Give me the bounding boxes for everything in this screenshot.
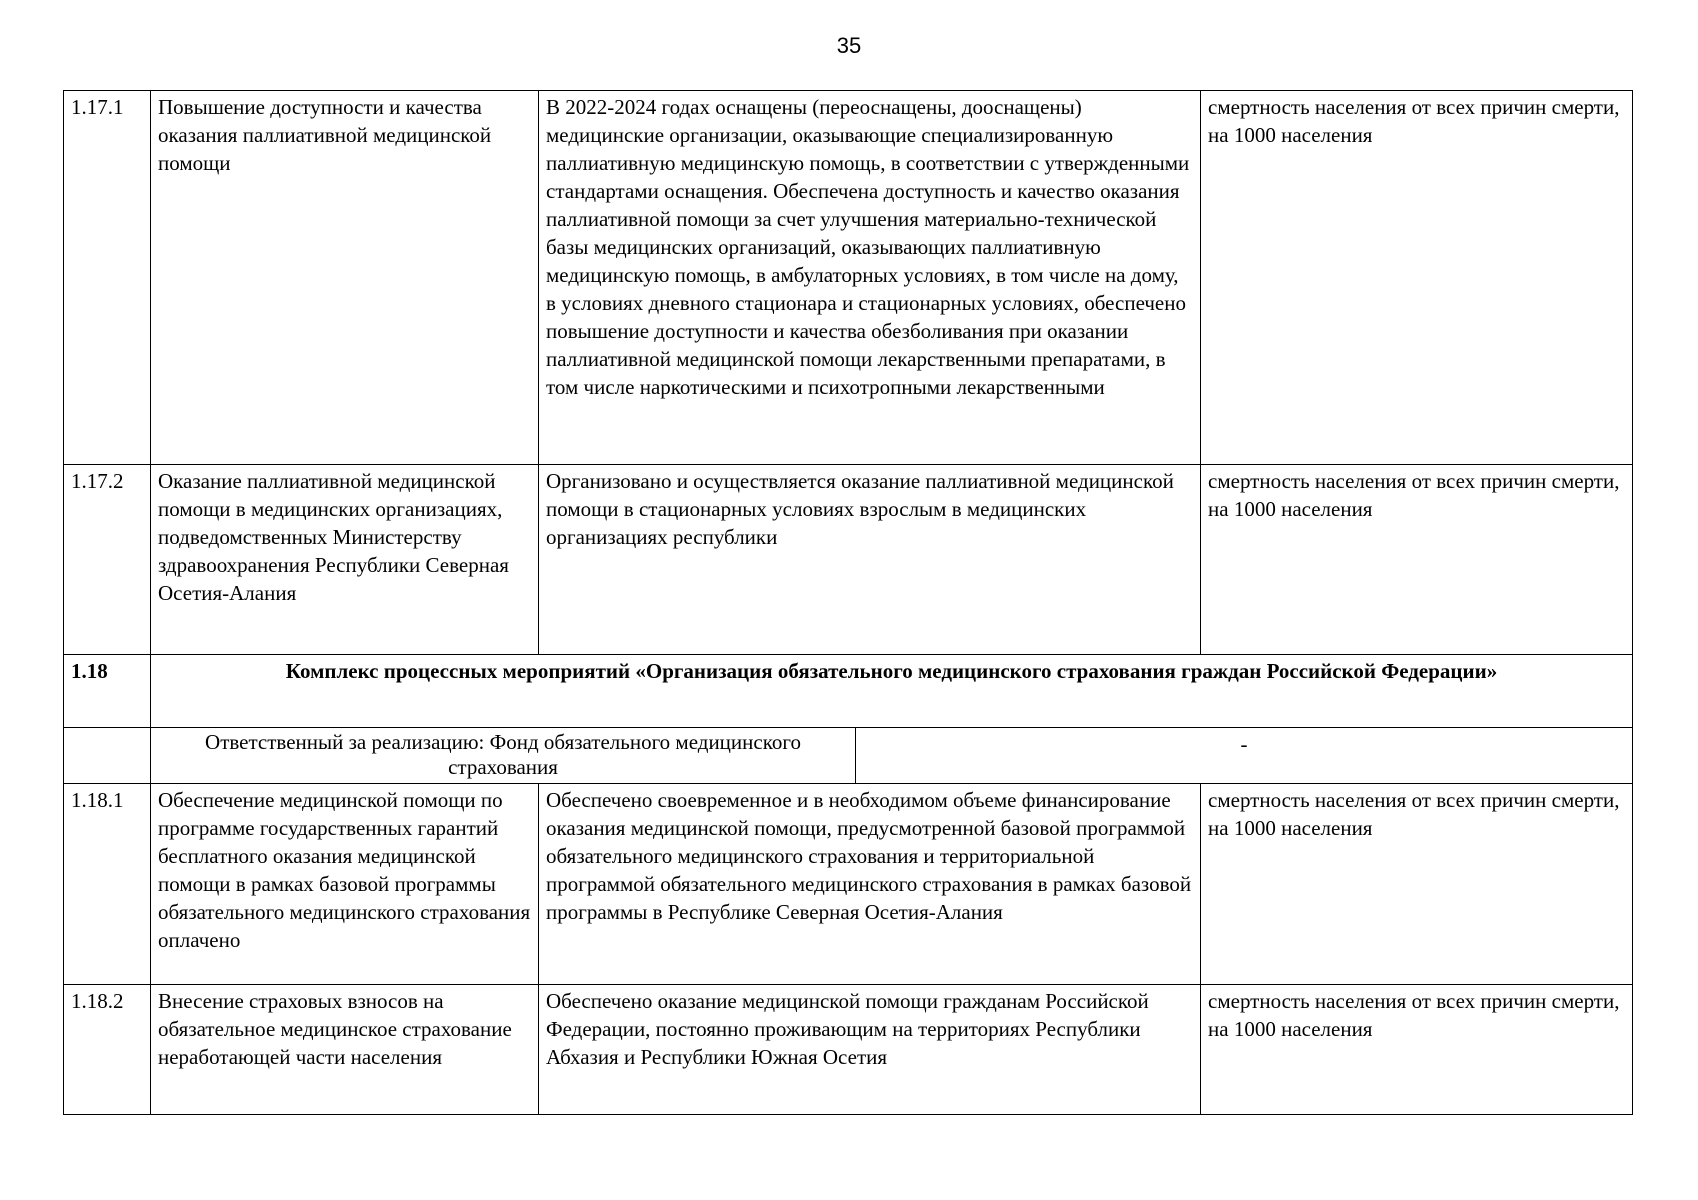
task-cell: Оказание паллиативной медицинской помощи в медицинских организациях, подведомственных Министерству здравоохранения Республики Северная Осетия-Алания <box>151 465 539 655</box>
result-cell: Обеспечено оказание медицинской помощи гражданам Российской Федерации, постоянно проживающим на территориях Республики Абхазия и Республики Южная Осетия <box>539 985 1201 1115</box>
row-number: 1.17.1 <box>64 91 151 465</box>
section-header-row <box>64 655 1633 728</box>
result-cell: Обеспечено своевременное и в необходимом объеме финансирование оказания медицинской помощи, предусмотренной базовой программой обязательного медицинского страхования и территориальной программой обязательного медицинского страхования в рамках базовой программы в Республике Северная Осетия-Алания <box>539 784 1201 985</box>
task-cell: Внесение страховых взносов на обязательное медицинское страхование неработающей части населения <box>151 985 539 1115</box>
responsible-value: - <box>856 728 1633 784</box>
task-cell: Обеспечение медицинской помощи по программе государственных гарантий бесплатного оказания медицинской помощи в рамках базовой программы обязательного медицинского страхования оплачено <box>151 784 539 985</box>
section-title: Комплекс процессных мероприятий «Организация обязательного медицинского страхования граждан Российской Федерации» <box>151 655 1633 728</box>
result-cell: В 2022-2024 годах оснащены (переоснащены, дооснащены) медицинские организации, оказывающие специализированную паллиативную медицинскую помощь, в соответствии с утвержденными стандартами оснащения. Обеспечена доступность и качество оказания паллиативной помощи за счет улучшения материально-технической базы медицинских организаций, оказывающих паллиативную медицинскую помощь, в амбулаторных условиях, в том числе на дому, в условиях дневного стационара и стационарных условиях, обеспечено повышение доступности и качества обезболивания при оказании паллиативной медицинской помощи лекарственными препаратами, в том числе наркотическими и психотропными лекарственными <box>539 91 1201 465</box>
measures-table <box>63 90 1633 1115</box>
task-cell: Повышение доступности и качества оказания паллиативной медицинской помощи <box>151 91 539 465</box>
section-number: 1.18 <box>64 655 151 728</box>
indicator-cell: смертность населения от всех причин смерти, на 1000 населения <box>1201 784 1633 985</box>
table-row <box>64 784 1633 985</box>
responsible-label: Ответственный за реализацию: Фонд обязательного медицинского страхования <box>151 728 856 784</box>
table-row <box>64 985 1633 1115</box>
row-number: 1.17.2 <box>64 465 151 655</box>
row-number: 1.18.1 <box>64 784 151 985</box>
row-number: 1.18.2 <box>64 985 151 1115</box>
indicator-cell: смертность населения от всех причин смерти, на 1000 населения <box>1201 465 1633 655</box>
page-number: 35 <box>836 33 862 58</box>
table-row <box>64 465 1633 655</box>
table-row <box>64 91 1633 465</box>
empty-cell <box>64 728 151 784</box>
responsible-row <box>64 728 1633 784</box>
indicator-cell: смертность населения от всех причин смерти, на 1000 населения <box>1201 91 1633 465</box>
result-cell: Организовано и осуществляется оказание паллиативной медицинской помощи в стационарных условиях взрослым в медицинских организациях республики <box>539 465 1201 655</box>
indicator-cell: смертность населения от всех причин смерти, на 1000 населения <box>1201 985 1633 1115</box>
